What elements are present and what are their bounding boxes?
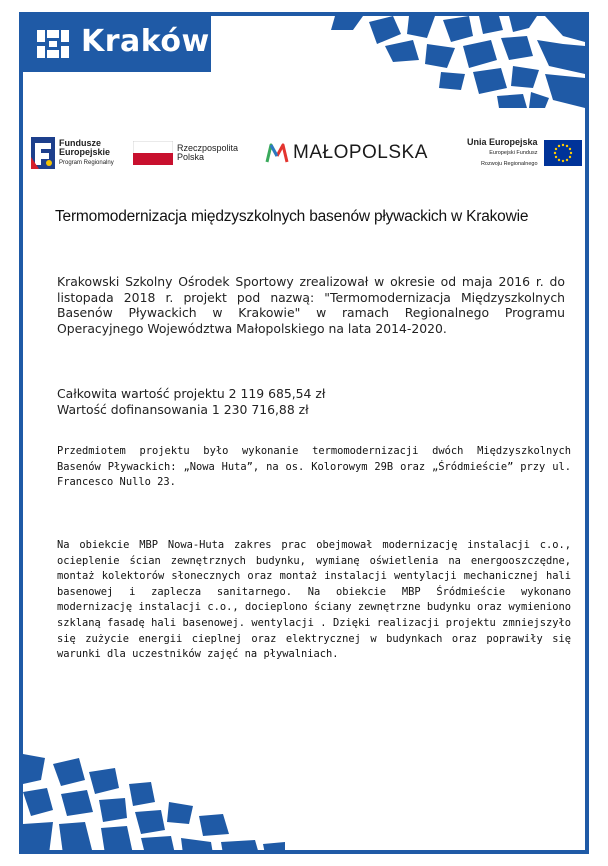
polish-flag-icon — [133, 141, 173, 165]
brand-name: Kraków — [81, 24, 210, 59]
page-frame — [19, 12, 589, 854]
intro-paragraph: Krakowski Szkolny Ośrodek Sportowy zrealizował w okresie od maja 2016 r. do listopada 2018 r. projekt pod nazwą: "Termomodernizacja Międzyszkolnych Basenów Pływackich w Krakowie" w ramach Regionalnego Programu Operacyjnego Województwa Małopolskiego na lata 2014-2020. — [57, 274, 565, 336]
rp-line1: Rzeczpospolita — [177, 143, 239, 153]
fe-line1: Fundusze — [59, 137, 101, 148]
fe-line2: Europejskie — [59, 146, 111, 157]
mosaic-top-right-decoration — [323, 16, 585, 108]
fe-line3: Program Regionalny — [59, 159, 114, 166]
krakow-brand-bar — [23, 16, 211, 72]
fundusze-europejskie-icon — [31, 137, 55, 169]
document-title: Termomodernizacja międzyszkolnych basenów pływackich w Krakowie — [55, 208, 529, 225]
unia-europejska-logo — [467, 133, 582, 173]
total-value-line: Całkowita wartość projektu 2 119 685,54 zł — [57, 386, 326, 401]
fundusze-europejskie-logo — [31, 133, 114, 173]
mosaic-bottom-left-decoration — [23, 754, 285, 854]
ue-line3: Rozwoju Regionalnego — [480, 160, 538, 167]
scope-paragraph: Na obiekcie MBP Nowa-Huta zakres prac obejmował modernizację instalacji c.o., ocieplenie ścian zewnętrznych budynku, wymianę oświetlenia na energooszczędne, montaż kolektorów słonecznych oraz montaż instalacji wentylacji mechanicznej hali basenowej i zaplecza sanitarnego. Na obiekcie MBP Śródmieście wykonano modernizację instalacji c.o., docieplono ściany zewnętrzne budynku oraz wymieniono szklaną fasadę hali basenowej. wentylacji . Dzięki realizacji projektu zmniejszyło się zużycie energii cieplnej oraz elektrycznej w budynkach oraz poprawiły się warunki dla uczestników zajęć na pływalniach. — [57, 539, 571, 661]
ue-line1: Unia Europejska — [467, 136, 538, 147]
malopolska-name: MAŁOPOLSKA — [293, 142, 428, 163]
malopolska-logo — [265, 133, 428, 173]
krakow-logo-icon — [37, 30, 69, 58]
eu-flag-icon — [544, 140, 582, 166]
malopolska-m-icon — [265, 142, 289, 164]
subject-paragraph: Przedmiotem projektu było wykonanie termomodernizacji dwóch Międzyszkolnych Basenów Pływackich: „Nowa Huta”, na os. Kolorowym 29B oraz „Śródmieście” przy ul. Francesco Nullo 23. — [57, 445, 571, 489]
partner-logos-bar — [23, 133, 585, 173]
cofinancing-value-line: Wartość dofinansowania 1 230 716,88 zł — [57, 401, 309, 417]
rzeczpospolita-polska-logo — [133, 133, 238, 173]
ue-line2: Europejski Fundusz — [489, 149, 538, 156]
rp-line2: Polska — [177, 152, 205, 162]
project-values — [57, 386, 565, 417]
